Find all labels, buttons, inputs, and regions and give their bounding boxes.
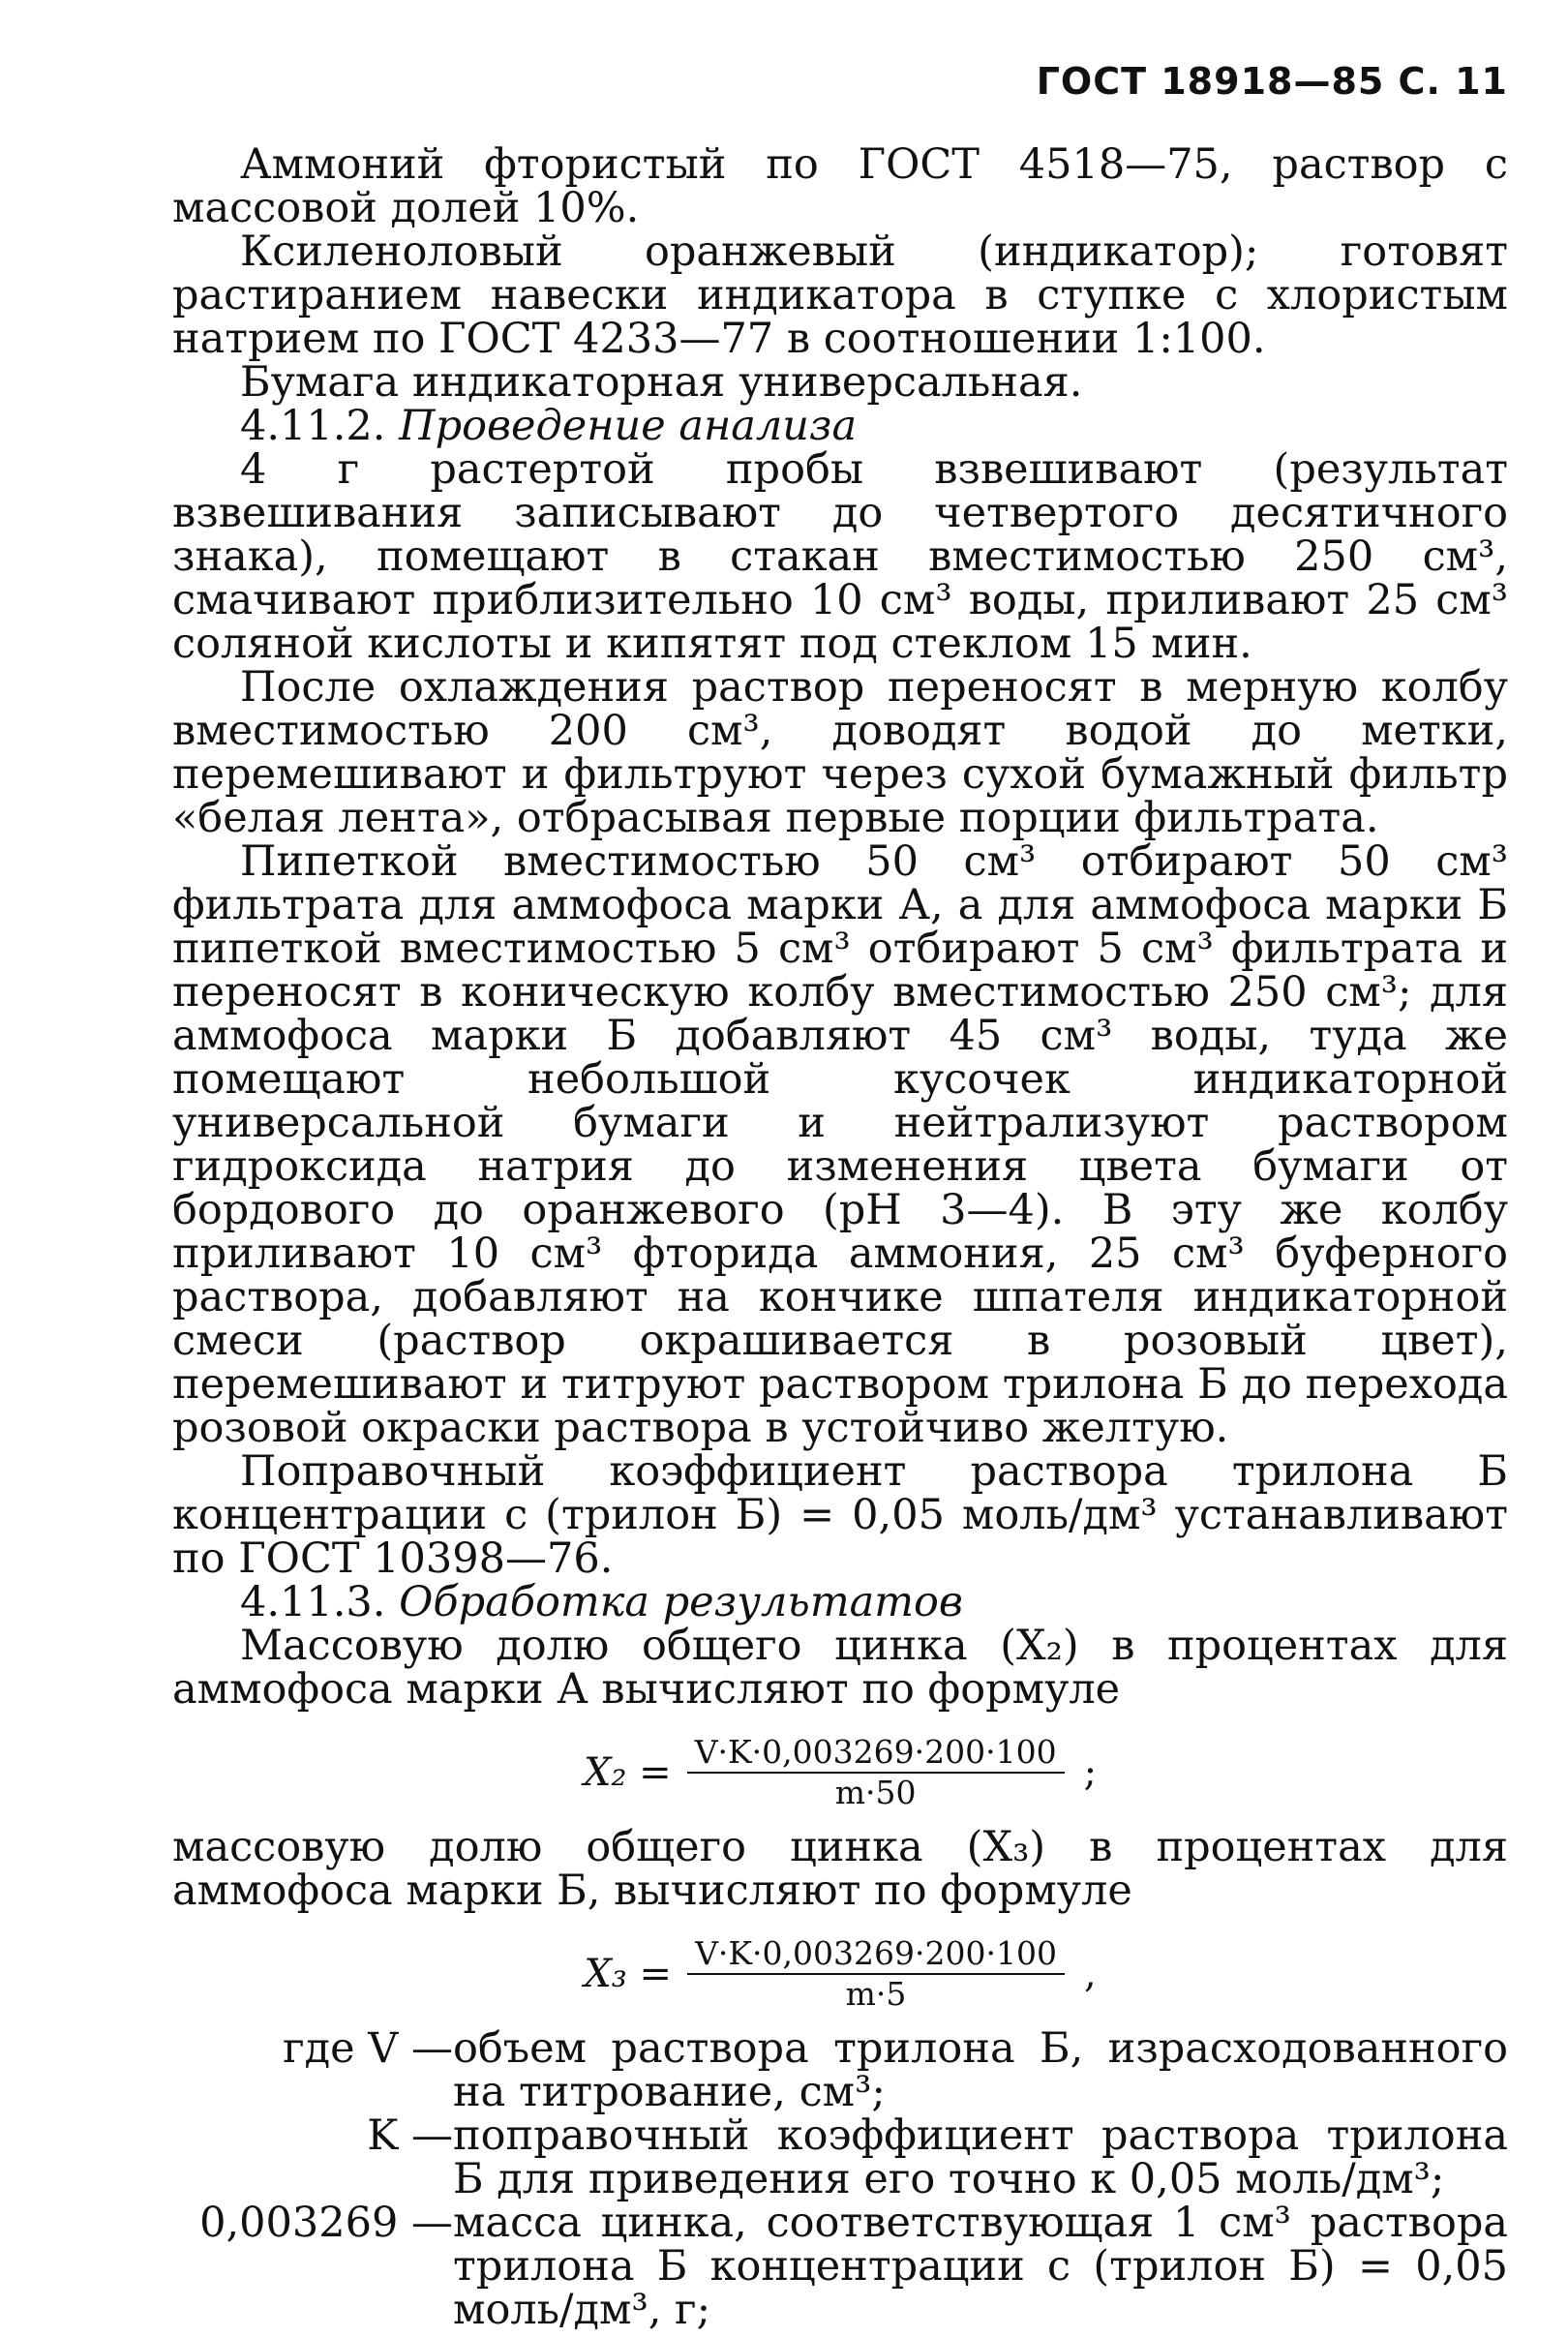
section-number: 4.11.2. [240,402,386,450]
paragraph-formula2-intro: массовую долю общего цинка (X₃) в процентах для аммофоса марки Б, вычисляют по формуле [172,1823,1508,1915]
legend-description: объем раствора трилона Б, израсходованного на титрование, см³; [453,2024,1508,2116]
page-header: ГОСТ 18918—85 С. 11 [1036,60,1508,103]
formula-tail: ; [1083,1749,1098,1795]
legend-description: масса цинка, соответствующая 1 см³ раствора трилона Б концентрации c (трилон Б) = 0,05 моль/дм³, г; [453,2199,1508,2334]
formula-denominator: m·50 [834,1774,917,1811]
paragraph-analysis-4: Поправочный коэффициент раствора трилона Б концентрации c (трилон Б) = 0,05 моль/дм³ устанавливают по ГОСТ 10398—76. [172,1447,1508,1583]
formula-x3 [172,1934,1508,2014]
paragraph-formula1-intro: Массовую долю общего цинка (X₂) в процентах для аммофоса марки А вычисляют по формуле [172,1622,1508,1714]
formula-lhs: X₃ = [584,1951,673,1996]
section-heading-4-11-3 [172,1578,1508,1626]
paragraph-analysis-1: 4 г растертой пробы взвешивают (результат взвешивания записывают до четвертого десятичного знака), помещают в стакан вместимостью 250 см³, смачивают приблизительно 10 см³ воды, приливают 25 см³ соляной кислоты и кипятят под стеклом 15 мин. [172,445,1508,668]
formula-x2 [172,1733,1508,1812]
section-title: Обработка результатов [399,1578,963,1626]
paragraph-analysis-2: После охлаждения раствор переносят в мерную колбу вместимостью 200 см³, доводят водой до метки, перемешивают и фильтруют через сухой бумажный фильтр «белая лента», отбрасывая первые порции фильтрата. [172,663,1508,842]
formula-denominator: m·5 [845,1975,907,2013]
formula-fraction [687,1733,1065,1812]
formula-tail: , [1083,1951,1097,1996]
section-number: 4.11.3. [240,1578,386,1626]
paragraph-analysis-3: Пипеткой вместимостью 50 см³ отбирают 50 см³ фильтрата для аммофоса марки А, а для аммофоса марки Б пипеткой вместимостью 5 см³ отбирают 5 см³ фильтрата и переносят в коническую колбу вместимостью 250 см³; для аммофоса марки Б добавляют 45 см³ воды, туда же помещают небольшой кусочек индикаторной универсальной бумаги и нейтрализуют раствором гидроксида натрия до изменения цвета бумаги от бордового до оранжевого (pH 3—4). В эту же колбу приливают 10 см³ фторида аммония, 25 см³ буферного раствора, добавляют на кончике шпателя индикаторной смеси (раствор окрашивается в розовый цвет), перемешивают и титруют раствором трилона Б до перехода розовой окраски раствора в устойчиво желтую. [172,837,1508,1452]
legend-symbol: K — [367,2111,453,2160]
variables-legend [172,2024,1508,2334]
formula-fraction [687,1934,1065,2014]
legend-symbol: 0,003269 — [199,2199,453,2247]
legend-row [172,2201,1508,2332]
legend-symbol: где V — [283,2024,453,2073]
document-body [172,140,1508,2334]
legend-row [172,2114,1508,2201]
paragraph-indicator-paper: Бумага индикаторная универсальная. [240,358,1083,407]
formula-numerator: V·K·0,003269·200·100 [687,1733,1065,1774]
legend-row [172,2027,1508,2114]
formula-numerator: V·K·0,003269·200·100 [687,1934,1065,1975]
legend-description: поправочный коэффициент раствора трилона Б для приведения его точно к 0,05 моль/дм³; [453,2111,1508,2203]
paragraph-ammonium-fluoride: Аммоний фтористый по ГОСТ 4518—75, раствор с массовой долей 10%. [172,140,1508,232]
section-heading-4-11-2 [172,402,1508,450]
formula-lhs: X₂ = [583,1749,672,1795]
section-title: Проведение анализа [399,402,858,450]
paragraph-xylenol-orange: Ксиленоловый оранжевый (индикатор); готовят растиранием навески индикатора в ступке с хлористым натрием по ГОСТ 4233—77 в соотношении 1:100. [172,228,1508,363]
